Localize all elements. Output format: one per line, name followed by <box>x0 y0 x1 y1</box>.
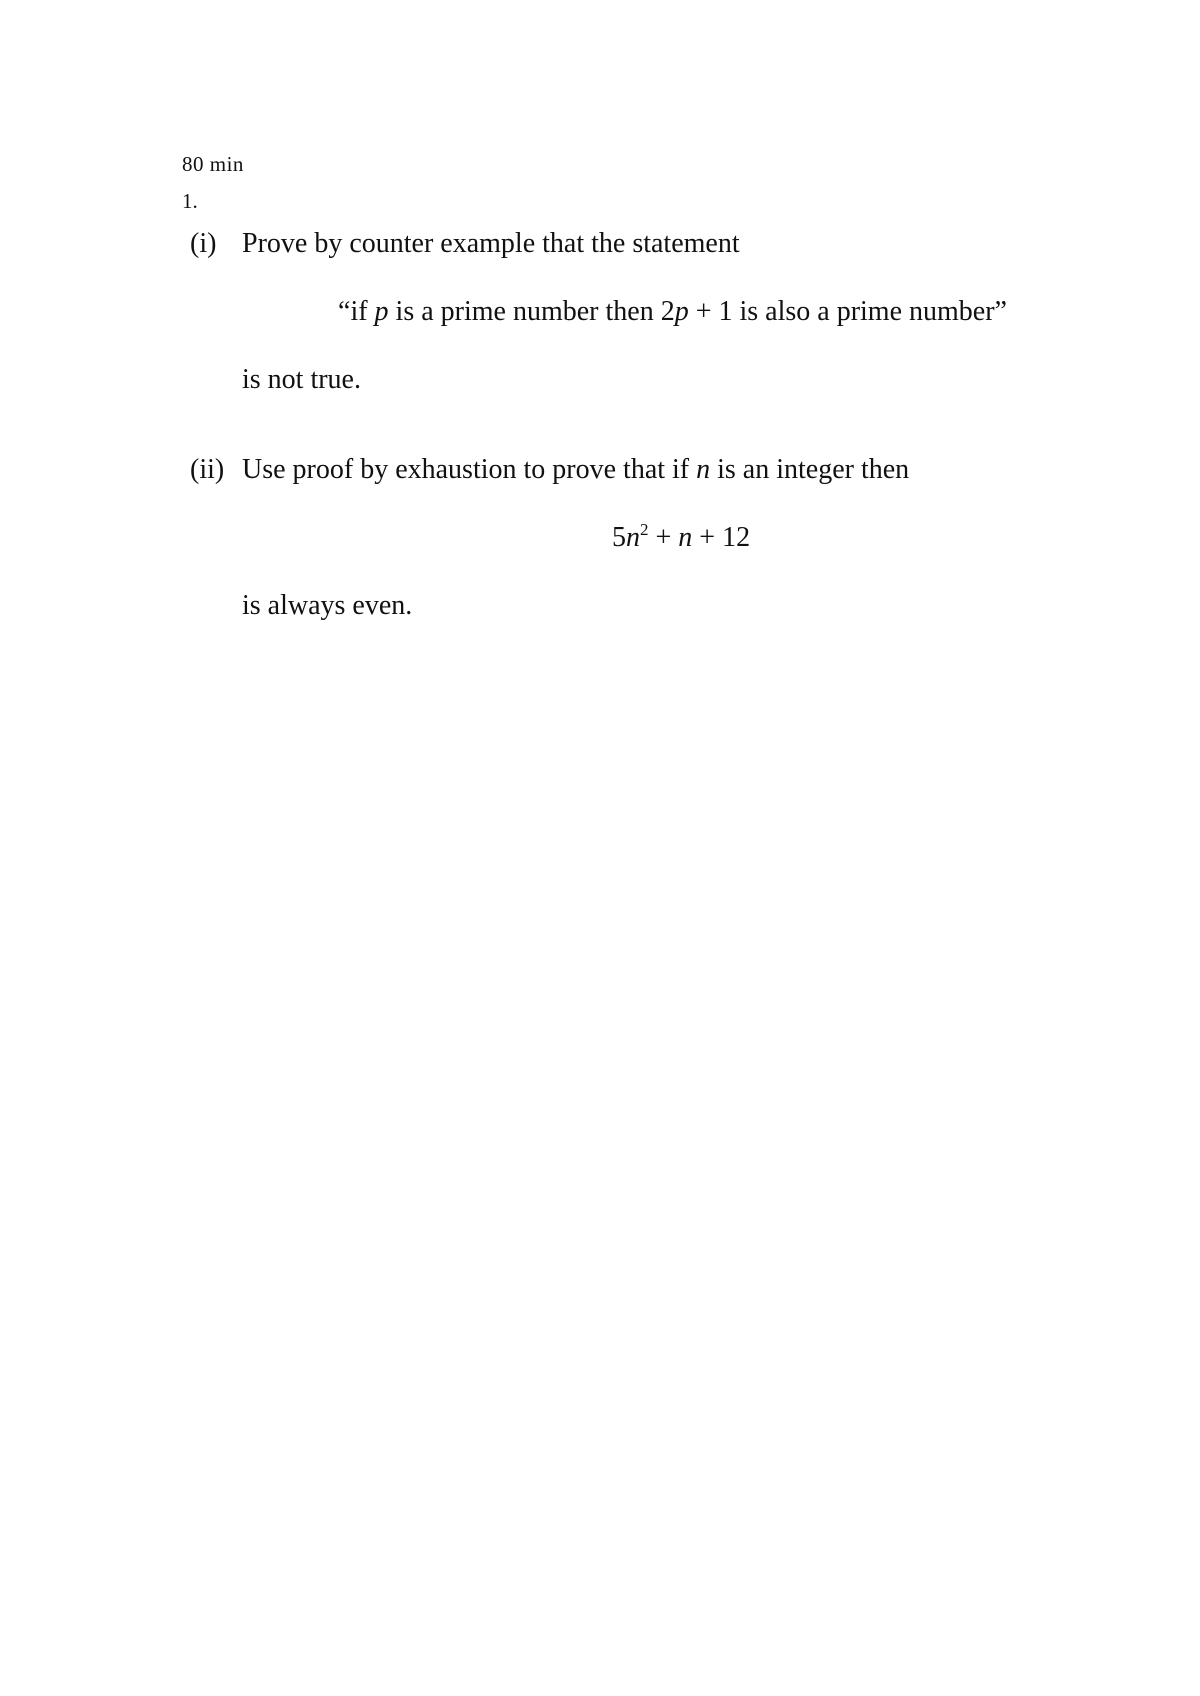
expr-exponent: 2 <box>640 520 649 539</box>
part-ii-label: (ii) <box>190 454 225 485</box>
expr-var-n-2: n <box>678 522 693 553</box>
part-i-conclusion: is not true. <box>242 364 361 395</box>
statement-end: + 1 is also a prime number <box>688 296 995 327</box>
expr-plus-2: + 12 <box>692 522 751 553</box>
variable-p: p <box>374 296 389 327</box>
part-ii-conclusion: is always even. <box>242 590 413 621</box>
question-number: 1. <box>182 189 198 213</box>
statement-if: if <box>350 296 375 327</box>
open-quote: “ <box>338 296 351 327</box>
part-i-statement <box>338 296 1007 328</box>
expr-coefficient: 5 <box>612 522 626 553</box>
duration-label: 80 min <box>182 152 244 176</box>
part-ii-expression <box>612 522 750 554</box>
variable-p-2: p <box>674 296 689 327</box>
instruction-before: Use proof by exhaustion to prove that if <box>242 454 697 485</box>
instruction-after: is an integer then <box>710 454 910 485</box>
part-i-instruction: Prove by counter example that the statement <box>242 228 740 259</box>
expr-var-n: n <box>626 522 640 553</box>
expr-plus-1: + <box>648 522 679 553</box>
part-ii-instruction <box>242 454 909 486</box>
variable-n: n <box>696 454 711 485</box>
part-i-label: (i) <box>190 228 217 259</box>
close-quote: ” <box>994 296 1007 327</box>
statement-middle: is a prime number then 2 <box>388 296 675 327</box>
